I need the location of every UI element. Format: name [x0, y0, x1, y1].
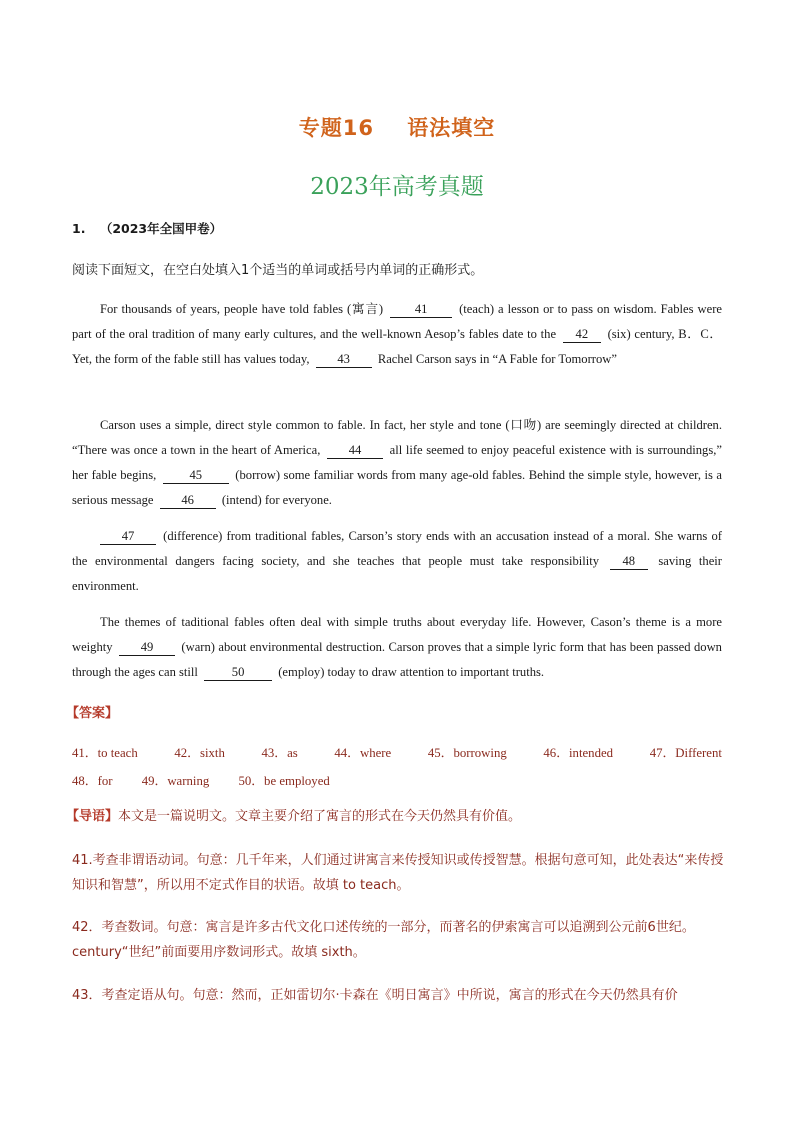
- answer-42: 42．sixth: [174, 746, 225, 760]
- passage-text: (borrow) some familiar words from many age-old fables. Behind the simple style, however, is a serious message: [72, 468, 722, 507]
- blank-41: 41: [390, 302, 452, 318]
- passage-text: Carson uses a simple, direct style common to fable. In fact, her style and tone (口吻) are seemingly directed at children. “There was once a town in the heart of America,: [72, 418, 722, 457]
- blank-44: 44: [327, 443, 383, 459]
- section-title: 2023年高考真题: [310, 174, 484, 200]
- blank-48: 48: [610, 554, 648, 570]
- answer-list: [72, 742, 732, 789]
- question-header: [72, 219, 222, 237]
- guide-paragraph: [66, 804, 724, 829]
- topic-title: 专题16 语法填空: [298, 116, 496, 140]
- answer-47: 47．Different: [649, 746, 722, 760]
- passage-paragraph-2: [72, 413, 722, 513]
- blank-45: 45: [163, 468, 229, 484]
- blank-46: 46: [160, 493, 216, 509]
- answer-41: 41．to teach: [72, 746, 138, 760]
- passage-text: The themes of taditional fables often deal with simple truths about everyday life. However, Cason’s theme is a more weighty: [72, 615, 722, 654]
- answer-46: 46．intended: [543, 746, 614, 760]
- answer-50: 50．be employed: [238, 774, 330, 788]
- passage-paragraph-3: [72, 524, 722, 599]
- passage-text: all life seemed to enjoy peaceful existence with is surroundings,” her fable begins,: [72, 443, 722, 482]
- passage-text: Rachel Carson says in “A Fable for Tomorrow”: [377, 352, 617, 366]
- blank-42: 42: [563, 327, 601, 343]
- passage-text: (difference) from traditional fables, Carson’s story ends with an accusation instead of a moral. She warns of the environmental dangers facing society, and she teaches that people must take responsibility: [72, 529, 722, 568]
- blank-43: 43: [316, 352, 372, 368]
- passage-text: (intend) for everyone.: [221, 493, 332, 507]
- passage-text: For thousands of years, people have told fables (寓言): [100, 302, 384, 316]
- answer-49: 49．warning: [141, 774, 210, 788]
- blank-47: 47: [100, 529, 156, 545]
- blank-49: 49: [119, 640, 175, 656]
- answer-43: 43．as: [261, 746, 298, 760]
- guide-tag: 【导语】: [66, 809, 119, 824]
- explanation-42: 42．考查数词。句意：寓言是许多古代文化口述传统的一部分，而著名的伊索寓言可以追溯到公元前6世纪。century“世纪”前面要用序数词形式。故填 sixth。: [72, 920, 695, 960]
- answer-label: 【答案】: [66, 706, 119, 721]
- guide-text: 本文是一篇说明文。文章主要介绍了寓言的形式在今天仍然具有价值。: [118, 809, 522, 824]
- question-number: 1.: [72, 221, 86, 236]
- passage-paragraph-4: [72, 610, 722, 685]
- passage-text: (teach) a lesson or to pass on wisdom. Fables were part of the oral tradition of many early cultures, and the well-known Aesop’s fables date to the: [72, 302, 722, 341]
- explanation-41: 41.考查非谓语动词。句意：几千年来，人们通过讲寓言来传授知识或传授智慧。根据句意可知，此处表达“来传授知识和智慧”，所以用不定式作目的状语。故填 to teach。: [72, 853, 724, 893]
- passage-text: saving their environment.: [72, 554, 722, 593]
- blank-50: 50: [204, 665, 272, 681]
- answer-45: 45．borrowing: [427, 746, 507, 760]
- passage-text: (warn) about environmental destruction. Carson proves that a simple lyric form that has been passed down through the ages can still: [72, 640, 722, 679]
- passage-paragraph-1: [72, 297, 722, 372]
- explanation-43: 43．考查定语从句。句意：然而，正如雷切尔·卡森在《明日寓言》中所说，寓言的形式在今天仍然具有价: [72, 988, 678, 1003]
- instruction-text: 阅读下面短文，在空白处填入1个适当的单词或括号内单词的正确形式。: [72, 263, 484, 278]
- passage-text: (six) century, B．C． Yet, the form of the fable still has values today,: [72, 327, 722, 366]
- passage-text: (employ) today to draw attention to important truths.: [278, 665, 545, 679]
- answer-44: 44．where: [334, 746, 392, 760]
- question-source: （2023年全国甲卷）: [99, 221, 223, 236]
- answer-48: 48．for: [72, 774, 113, 788]
